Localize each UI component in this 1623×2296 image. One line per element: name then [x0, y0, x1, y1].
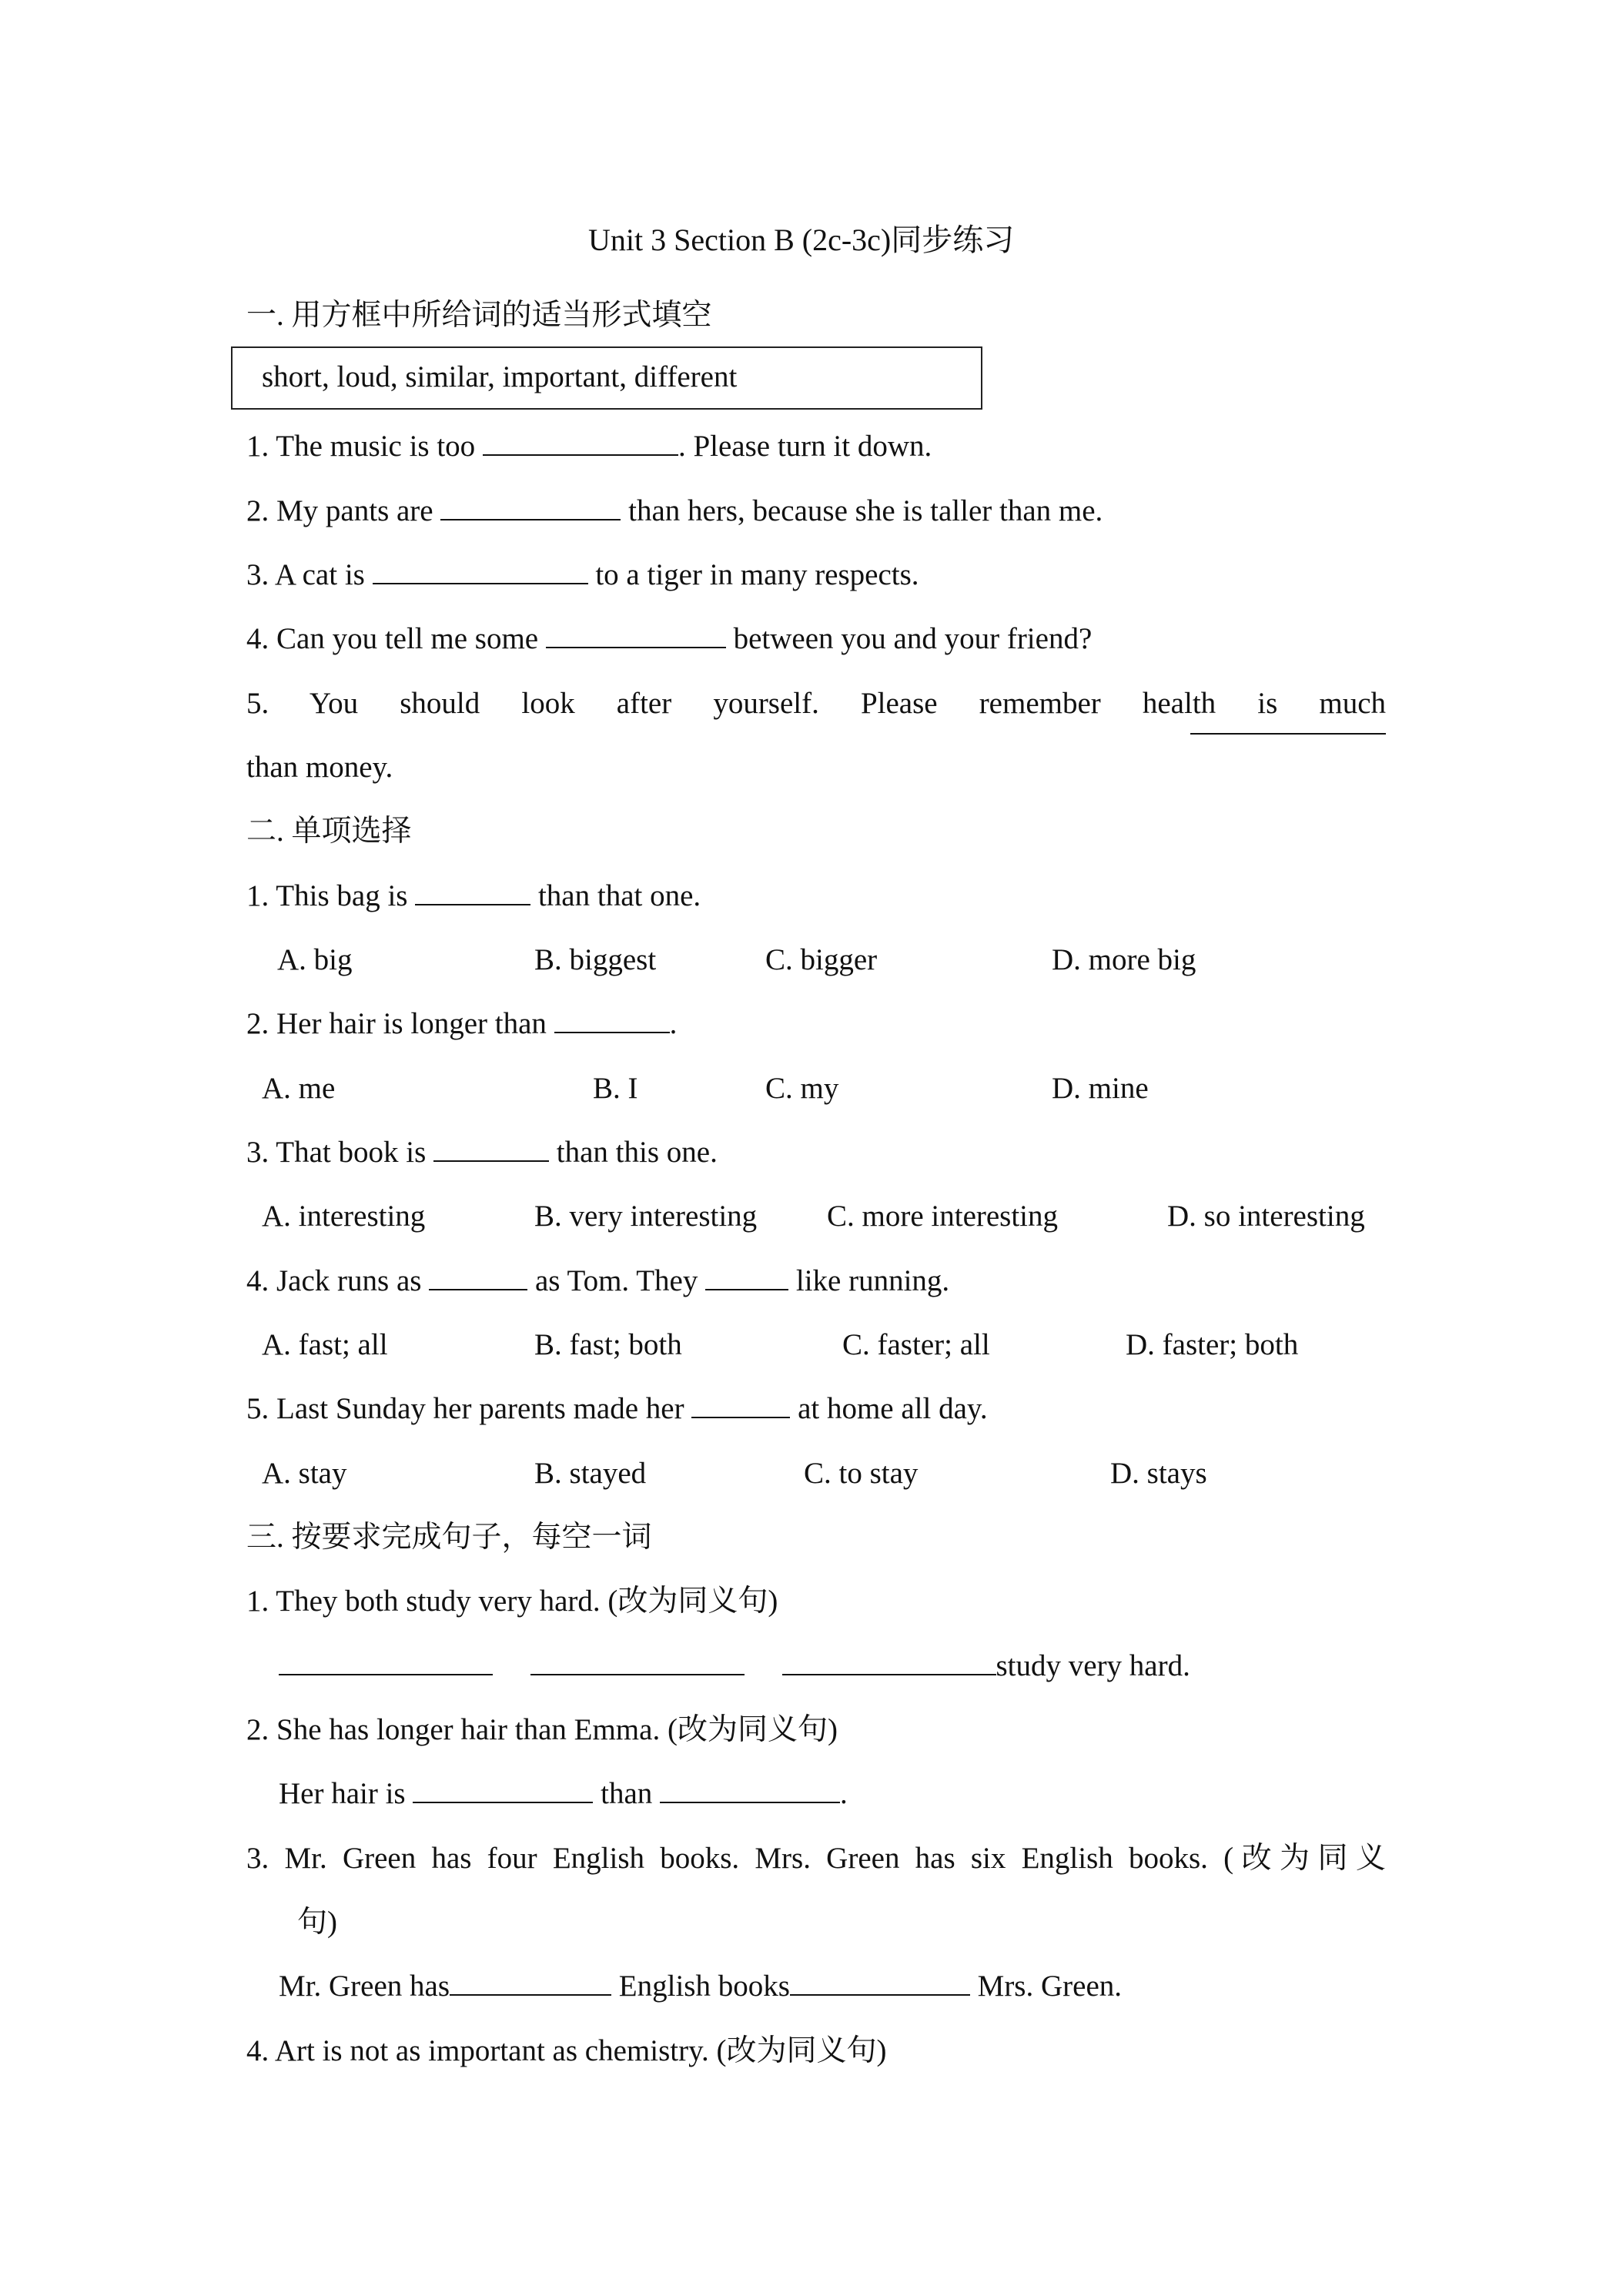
option-a[interactable]: A. interesting — [262, 1200, 426, 1233]
answer-blank[interactable] — [691, 1389, 790, 1418]
part2-heading: 二. 单项选择 — [246, 815, 412, 848]
rewrite-answer-1: study very hard. — [279, 1646, 1190, 1686]
part3-heading: 三. 按要求完成句子，每空一词 — [246, 1521, 652, 1554]
answer-blank[interactable] — [415, 876, 530, 905]
part1-item-4: 4. Can you tell me some between you and your friend? — [246, 619, 1092, 659]
rewrite-answer-2: Her hair is than . — [279, 1774, 848, 1814]
mc-question-2: 2. Her hair is longer than . — [246, 1004, 677, 1044]
option-b[interactable]: B. fast; both — [534, 1328, 682, 1361]
answer-blank[interactable] — [373, 555, 588, 584]
option-c[interactable]: C. my — [765, 1072, 839, 1105]
word-box — [231, 346, 982, 410]
rewrite-item-3-cont: 句) — [297, 1906, 337, 1939]
option-b[interactable]: B. biggest — [534, 943, 657, 976]
option-a[interactable]: A. me — [262, 1072, 336, 1105]
answer-blank[interactable] — [790, 1966, 970, 1996]
answer-blank[interactable] — [705, 1261, 788, 1290]
answer-blank[interactable] — [483, 427, 678, 456]
word-box-text: short, loud, similar, important, different — [262, 360, 738, 393]
part1-item-1: 1. The music is too . Please turn it down. — [246, 427, 932, 467]
part1-heading: 一. 用方框中所给词的适当形式填空 — [246, 299, 712, 332]
option-c[interactable]: C. bigger — [765, 943, 878, 976]
answer-blank[interactable] — [782, 1646, 996, 1675]
option-d[interactable]: D. more big — [1052, 943, 1196, 976]
mc-question-3: 3. That book is than this one. — [246, 1133, 718, 1173]
answer-blank[interactable] — [530, 1646, 745, 1675]
option-d[interactable]: D. mine — [1052, 1072, 1149, 1105]
answer-blank[interactable] — [546, 619, 726, 648]
answer-blank[interactable] — [660, 1774, 840, 1803]
answer-blank[interactable] — [279, 1646, 493, 1675]
page-title: Unit 3 Section B (2c-3c)同步练习 — [588, 223, 1015, 257]
mc-question-4: 4. Jack runs as as Tom. They like running. — [246, 1261, 949, 1301]
rewrite-item-3: 3. Mr. Green has four English books. Mrs. Green has six English books. (改为同义 — [246, 1842, 1386, 1875]
rewrite-item-4: 4. Art is not as important as chemistry. (改为同义句) — [246, 2034, 887, 2067]
part1-item-2: 2. My pants are than hers, because she is taller than me. — [246, 491, 1103, 531]
answer-blank[interactable] — [433, 1133, 549, 1162]
part1-item-5-cont: than money. — [246, 751, 393, 784]
part1-item-5: 5. You should look after yourself. Please remember health is much — [246, 687, 1386, 720]
option-d[interactable]: D. stays — [1110, 1457, 1207, 1490]
option-a[interactable]: A. fast; all — [262, 1328, 388, 1361]
option-d[interactable]: D. so interesting — [1167, 1200, 1365, 1233]
option-b[interactable]: B. stayed — [534, 1457, 647, 1490]
answer-blank[interactable] — [413, 1774, 593, 1803]
mc-question-1: 1. This bag is than that one. — [246, 876, 701, 916]
option-b[interactable]: B. very interesting — [534, 1200, 758, 1233]
option-b[interactable]: B. I — [593, 1072, 638, 1105]
answer-blank[interactable] — [429, 1261, 527, 1290]
option-a[interactable]: A. stay — [262, 1457, 347, 1490]
answer-blank[interactable] — [440, 491, 621, 520]
rewrite-answer-3: Mr. Green has English books Mrs. Green. — [279, 1966, 1122, 2006]
rewrite-item-2: 2. She has longer hair than Emma. (改为同义句) — [246, 1713, 838, 1746]
option-c[interactable]: C. more interesting — [827, 1200, 1059, 1233]
option-c[interactable]: C. to stay — [804, 1457, 919, 1490]
option-d[interactable]: D. faster; both — [1126, 1328, 1299, 1361]
rewrite-item-1: 1. They both study very hard. (改为同义句) — [246, 1585, 778, 1618]
answer-blank[interactable] — [1190, 705, 1386, 735]
option-a[interactable]: A. big — [277, 943, 353, 976]
answer-blank[interactable] — [450, 1966, 611, 1996]
answer-blank[interactable] — [554, 1004, 670, 1033]
part1-item-3: 3. A cat is to a tiger in many respects. — [246, 555, 919, 595]
mc-question-5: 5. Last Sunday her parents made her at home all day. — [246, 1389, 988, 1429]
option-c[interactable]: C. faster; all — [842, 1328, 990, 1361]
